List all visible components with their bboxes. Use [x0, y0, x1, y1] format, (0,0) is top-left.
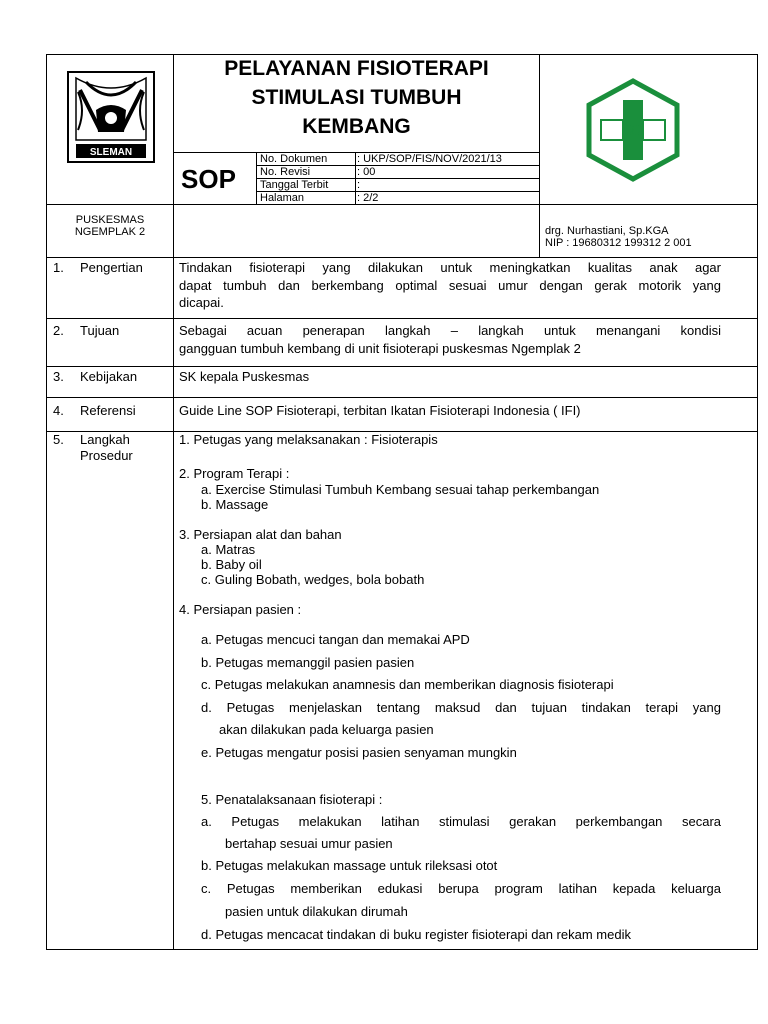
step-2-item-b: b. Massage: [201, 497, 269, 512]
org-name-line-2: NGEMPLAK 2: [74, 226, 146, 238]
step-1: 1. Petugas yang melaksanakan : Fisioterapis: [179, 432, 438, 447]
signer-name: drg. Nurhastiani, Sp.KGA: [545, 225, 669, 237]
section-label-pengertian: Pengertian: [80, 260, 143, 275]
step-4-item-d-cont: akan dilakukan pada keluarga pasien: [219, 722, 434, 737]
border-left: [46, 54, 47, 950]
section-label-tujuan: Tujuan: [80, 323, 120, 338]
pengertian-line-1: Tindakan fisioterapi yang dilakukan untuk meningkatkan kualitas anak agar: [179, 260, 721, 275]
sleman-emblem-icon: [66, 70, 156, 164]
meta-col-line: [355, 152, 356, 204]
step-5-item-d: d. Petugas mencacat tindakan di buku register fisioterapi dan rekam medik: [201, 927, 631, 942]
section-number-4: 4.: [53, 403, 64, 418]
divider-row-2: [46, 318, 758, 319]
step-5-item-c-cont: pasien untuk dilakukan dirumah: [225, 904, 408, 919]
step-5-item-a: a. Petugas melakukan latihan stimulasi gerakan perkembangan secara: [201, 814, 721, 829]
border-bottom: [46, 949, 758, 950]
tujuan-line-1: Sebagai acuan penerapan langkah – langkah untuk menangani kondisi: [179, 323, 721, 338]
emblem-label: SLEMAN: [89, 147, 133, 158]
step-4-item-a: a. Petugas mencuci tangan dan memakai APD: [201, 632, 470, 647]
document-title-line-2: STIMULASI TUMBUH: [251, 86, 462, 109]
document-title-line-3: KEMBANG: [302, 115, 411, 138]
meta-value-no-dokumen: : UKP/SOP/FIS/NOV/2021/13: [357, 153, 502, 165]
meta-value-no-revisi: : 00: [357, 166, 376, 178]
meta-label-no-revisi: No. Revisi: [260, 166, 311, 178]
step-3: 3. Persiapan alat dan bahan: [179, 527, 342, 542]
section-number-1: 1.: [53, 260, 64, 275]
divider-row-3: [46, 366, 758, 367]
divider-v2: [539, 54, 540, 257]
section-number-2: 2.: [53, 323, 64, 338]
step-4-item-e: e. Petugas mengatur posisi pasien senyaman mungkin: [201, 745, 517, 760]
section-number-3: 3.: [53, 369, 64, 384]
step-4-item-b: b. Petugas memanggil pasien pasien: [201, 655, 415, 670]
document-title-line-1: PELAYANAN FISIOTERAPI: [224, 57, 489, 80]
border-right: [757, 54, 758, 950]
section-label-langkah-line-2: Prosedur: [80, 448, 133, 463]
org-name-line-1: PUSKESMAS: [75, 214, 145, 226]
step-5-item-a-cont: bertahap sesuai umur pasien: [225, 836, 393, 851]
step-4-item-d: d. Petugas menjelaskan tentang maksud dan tujuan tindakan terapi yang: [201, 700, 721, 715]
step-3-item-c: c. Guling Bobath, wedges, bola bobath: [201, 572, 425, 587]
divider-v1: [173, 54, 174, 950]
meta-label-tanggal-terbit: Tanggal Terbit: [260, 179, 329, 191]
step-4: 4. Persiapan pasien :: [179, 602, 302, 617]
pengertian-line-2: dapat tumbuh dan berkembang optimal sesuai umur dengan gerak motorik yang: [179, 277, 721, 293]
step-3-item-b: b. Baby oil: [201, 557, 262, 572]
step-5: 5. Penatalaksanaan fisioterapi :: [201, 792, 383, 807]
divider-row-4: [46, 397, 758, 398]
section-number-5: 5.: [53, 432, 64, 447]
tujuan-line-2: gangguan tumbuh kembang di unit fisioterapi puskesmas Ngemplak 2: [179, 340, 581, 356]
section-label-langkah-line-1: Langkah: [80, 432, 130, 447]
step-4-item-c: c. Petugas melakukan anamnesis dan memberikan diagnosis fisioterapi: [201, 677, 614, 692]
meta-label-halaman: Halaman: [260, 192, 305, 204]
step-2: 2. Program Terapi :: [179, 466, 290, 481]
meta-value-halaman: : 2/2: [357, 192, 379, 204]
sop-label: SOP: [181, 164, 236, 194]
pengertian-line-3: dicapai.: [179, 295, 224, 310]
divider-row-1: [46, 257, 758, 258]
step-3-item-a: a. Matras: [201, 542, 256, 557]
step-5-item-c: c. Petugas memberikan edukasi berupa program latihan kepada keluarga: [201, 881, 721, 896]
step-2-item-a: a. Exercise Stimulasi Tumbuh Kembang sesuai tahap perkembangan: [201, 482, 600, 497]
kebijakan-text: SK kepala Puskesmas: [179, 369, 310, 384]
signer-nip: NIP : 19680312 199312 2 001: [545, 237, 692, 249]
meta-label-no-dokumen: No. Dokumen: [260, 153, 328, 165]
puskesmas-logo-icon: [585, 78, 681, 182]
step-5-item-b: b. Petugas melakukan massage untuk rileksasi otot: [201, 858, 498, 873]
section-label-kebijakan: Kebijakan: [80, 369, 138, 384]
section-label-referensi: Referensi: [80, 403, 136, 418]
referensi-text: Guide Line SOP Fisioterapi, terbitan Ikatan Fisioterapi Indonesia ( IFI): [179, 403, 581, 418]
meta-value-tanggal-terbit: :: [357, 179, 361, 191]
divider-header-bottom: [46, 204, 758, 205]
